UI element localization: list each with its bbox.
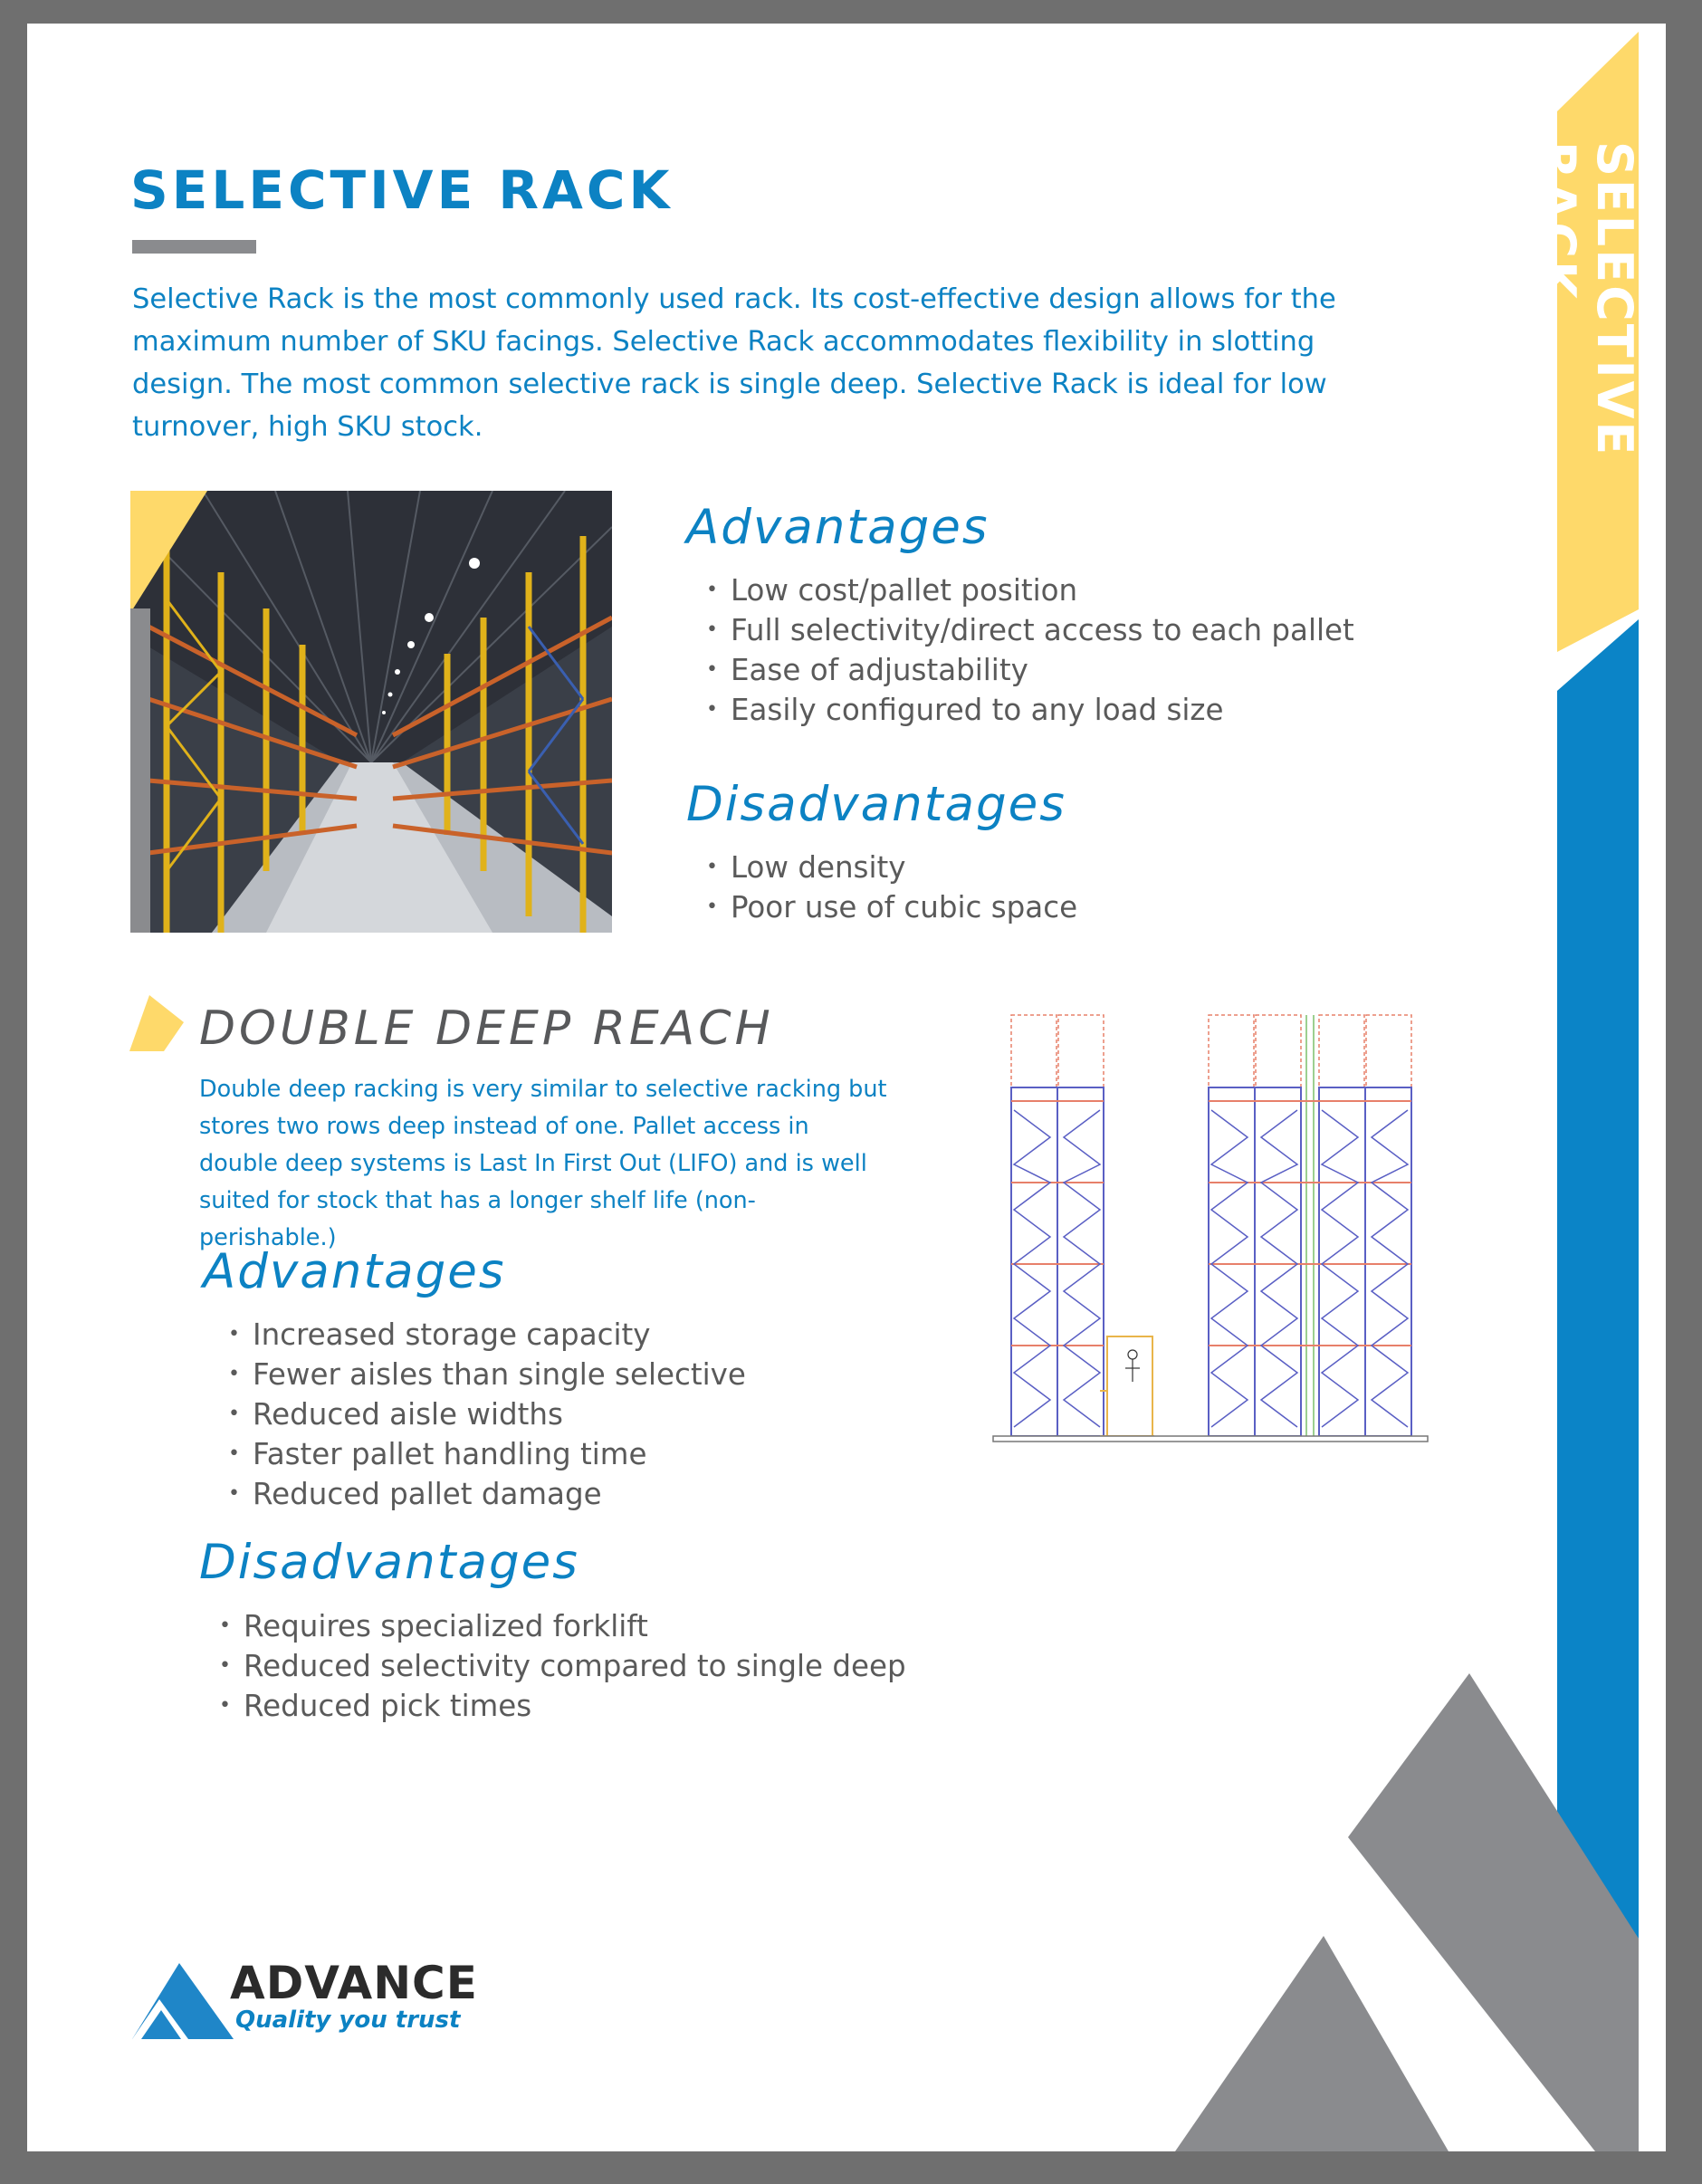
selective-disadvantages-list: [706, 848, 1077, 927]
double-deep-disadvantages-heading: Disadvantages: [199, 1535, 579, 1590]
section-marker-icon: [129, 995, 184, 1051]
double-deep-title: DOUBLE DEEP REACH: [199, 1001, 774, 1056]
list-item: • Easily configured to any load size: [706, 690, 1354, 730]
selective-advantages-list: [706, 570, 1354, 730]
logo-name: ADVANCE: [230, 1957, 478, 2009]
double-deep-disadvantages-list: [219, 1606, 906, 1726]
logo-tagline: Quality you trust: [235, 2007, 461, 2034]
warehouse-rack-photo: [130, 491, 612, 933]
document-page: [27, 24, 1666, 2151]
list-item: • Full selectivity/direct access to each pallet: [706, 610, 1354, 650]
list-item: • Reduced selectivity compared to single deep: [219, 1646, 906, 1686]
list-item: • Reduced aisle widths: [228, 1394, 746, 1434]
selective-intro: Selective Rack is the most commonly used rack. Its cost-effective design allows for the maximum number of SKU facings. Selective Rack accommodates flexibility in slotting design. The most common selective rack is single deep. Selective Rack is ideal for low turnover, high SKU stock.: [132, 283, 1336, 443]
page-title: SELECTIVE RACK: [130, 159, 674, 221]
advance-logo-mark: [132, 1963, 234, 2039]
double-deep-intro: Double deep racking is very similar to selective racking but stores two rows deep instead of one. Pallet access in double deep systems is Last In First Out (LIFO) and is well suited for stock that has a longer shelf life (non-perishable.): [199, 1076, 887, 1251]
list-item: • Faster pallet handling time: [228, 1434, 746, 1474]
side-label: SELECTIVE RACK: [1529, 141, 1643, 458]
list-item: • Low cost/pallet position: [706, 570, 1354, 610]
corner-triangle-small: [1175, 1936, 1449, 2151]
list-item: • Poor use of cubic space: [706, 887, 1077, 927]
double-deep-advantages-list: [228, 1315, 746, 1514]
double-deep-rack-diagram: [964, 992, 1435, 1445]
list-item: • Increased storage capacity: [228, 1315, 746, 1355]
list-item: • Low density: [706, 848, 1077, 887]
selective-advantages-heading: Advantages: [686, 500, 990, 555]
list-item: • Requires specialized forklift: [219, 1606, 906, 1646]
selective-disadvantages-heading: Disadvantages: [686, 777, 1066, 832]
double-deep-advantages-heading: Advantages: [203, 1244, 506, 1299]
side-band-blue: [1557, 619, 1639, 1939]
list-item: • Reduced pick times: [219, 1686, 906, 1726]
list-item: • Ease of adjustability: [706, 650, 1354, 690]
list-item: • Reduced pallet damage: [228, 1474, 746, 1514]
list-item: • Fewer aisles than single selective: [228, 1355, 746, 1394]
title-underline: [132, 240, 256, 254]
